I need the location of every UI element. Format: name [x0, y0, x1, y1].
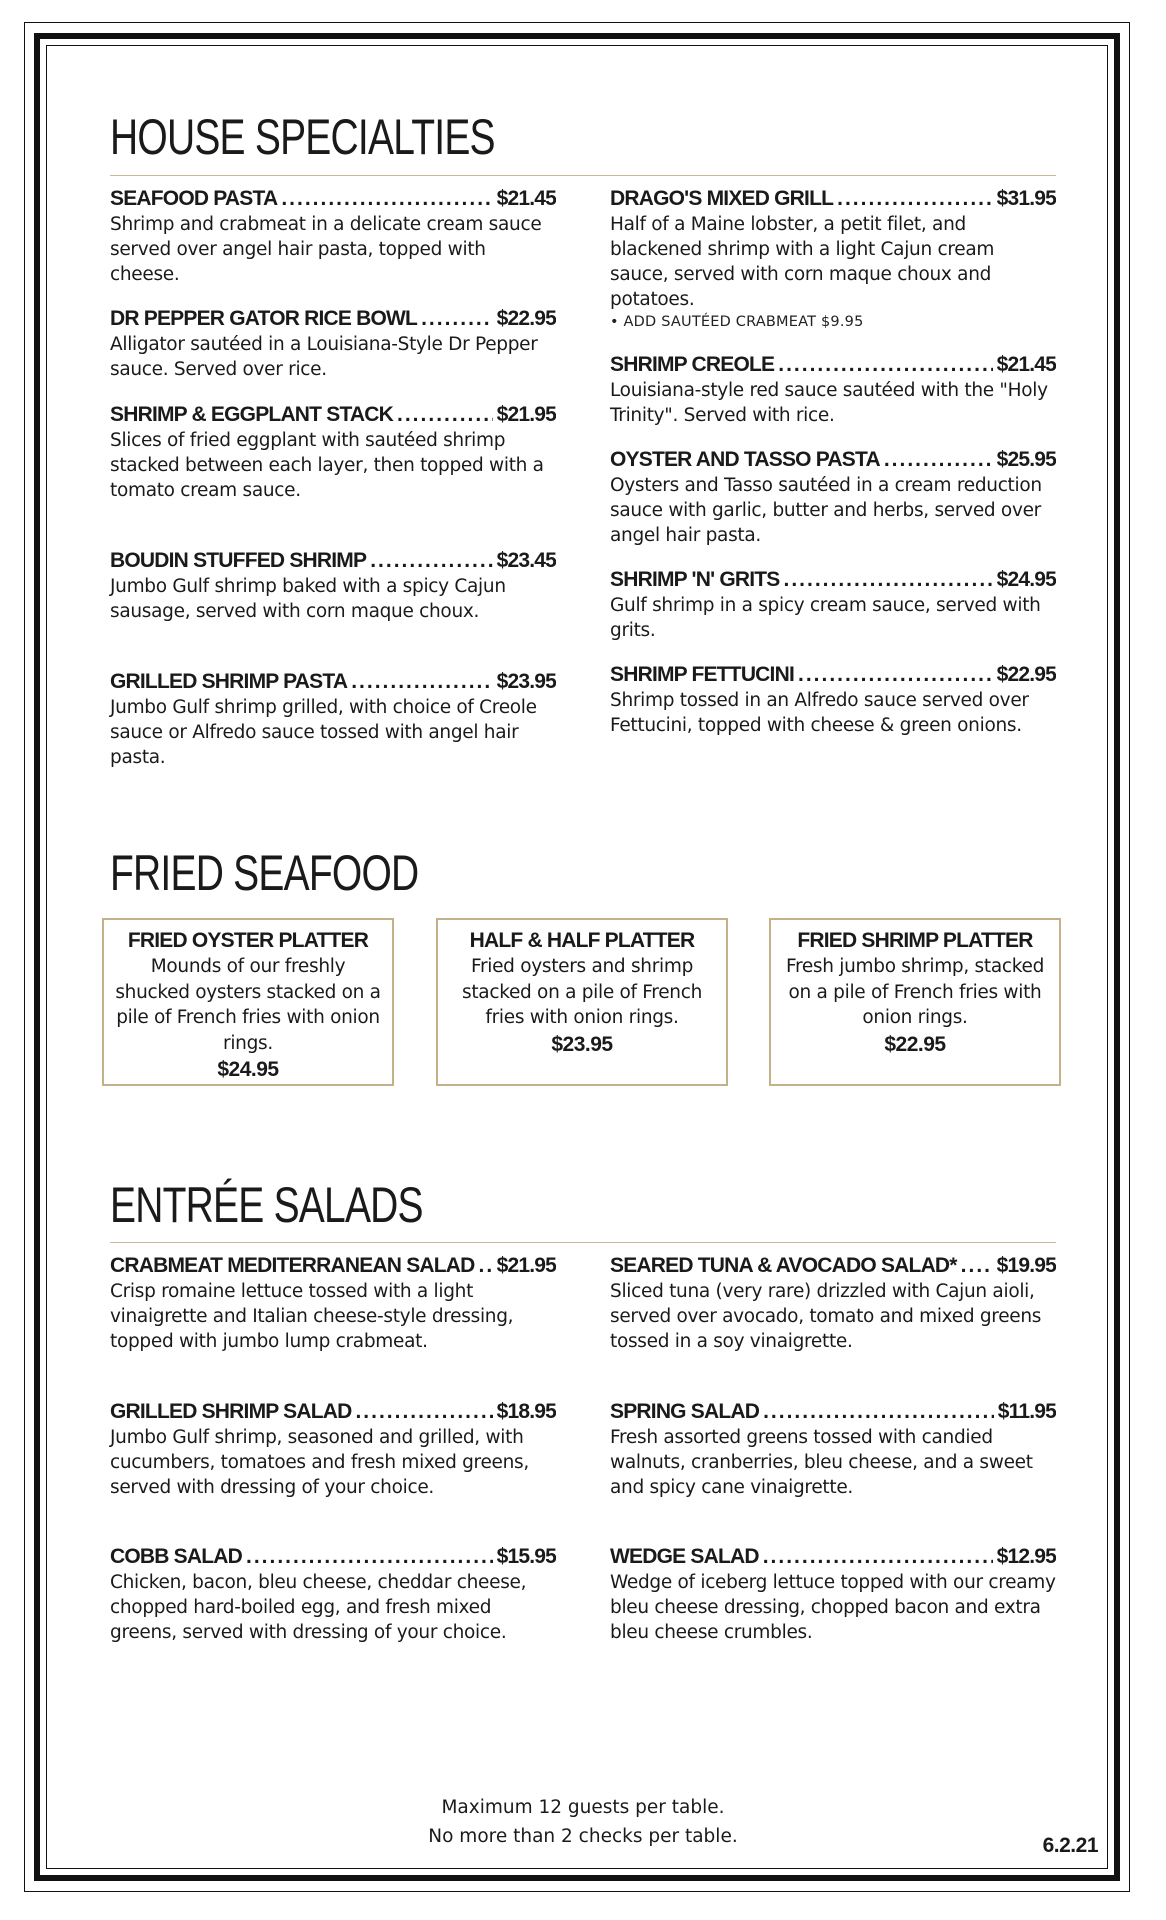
platter-price: $24.95	[217, 1058, 279, 1081]
platter-card	[436, 918, 728, 1086]
platter-name: FRIED OYSTER PLATTER	[127, 929, 369, 952]
menu-item	[610, 352, 1056, 428]
item-description: Half of a Maine lobster, a petit filet, and blackened shrimp with a light Cajun cream sauce, served with corn maque choux and potatoes.	[610, 214, 995, 310]
item-description: Slices of fried eggplant with sautéed shrimp stacked between each layer, then topped with a tomato cream sauce.	[110, 430, 544, 501]
menu-item	[110, 402, 556, 503]
leader-dots	[281, 186, 492, 212]
menu-item	[110, 669, 556, 770]
footer-line-checks: No more than 2 checks per table.	[428, 1826, 738, 1847]
item-description: Wedge of iceberg lettuce topped with our creamy bleu cheese dressing, chopped bacon and extra bleu cheese crumbles.	[610, 1572, 1056, 1643]
item-price: $23.45	[496, 549, 556, 572]
item-price: $23.95	[496, 670, 556, 693]
platter-description: Mounds of our freshly shucked oysters stacked on a pile of French fries with onion rings.	[115, 956, 381, 1054]
platter-name: FRIED SHRIMP PLATTER	[797, 929, 1033, 952]
house-specialties-rule	[110, 175, 1056, 176]
item-name: DRAGO'S MIXED GRILL	[610, 187, 834, 210]
menu-item	[110, 1399, 556, 1500]
item-price: $11.95	[997, 1400, 1056, 1423]
item-price: $15.95	[496, 1545, 556, 1568]
item-name: GRILLED SHRIMP PASTA	[110, 670, 348, 693]
item-price: $18.95	[496, 1400, 556, 1423]
menu-item	[110, 548, 556, 624]
item-description: Fresh assorted greens tossed with candied walnuts, cranberries, bleu cheese, and a sweet and spicy cane vinaigrette.	[610, 1427, 1033, 1498]
item-description: Louisiana-style red sauce sautéed with the "Holy Trinity". Served with rice.	[610, 380, 1048, 426]
platter-price: $23.95	[551, 1032, 613, 1056]
item-addon: • ADD SAUTÉED CRABMEAT $9.95	[610, 314, 864, 330]
item-description: Oysters and Tasso sautéed in a cream reduction sauce with garlic, butter and herbs, served over angel hair pasta.	[610, 475, 1042, 546]
leader-dots	[370, 548, 492, 574]
item-name: SHRIMP FETTUCINI	[610, 663, 794, 686]
menu-item	[110, 306, 556, 382]
platter-name: HALF & HALF PLATTER	[469, 929, 695, 952]
menu-item	[610, 567, 1056, 643]
leader-dots	[246, 1544, 493, 1570]
platter-description: Fried oysters and shrimp stacked on a pile of French fries with onion rings.	[462, 956, 702, 1028]
menu-item	[110, 1544, 556, 1645]
menu-item	[110, 186, 556, 287]
item-name: DR PEPPER GATOR RICE BOWL	[110, 307, 418, 330]
item-name: SHRIMP 'N' GRITS	[610, 568, 780, 591]
item-name: SHRIMP & EGGPLANT STACK	[110, 403, 394, 426]
item-name: SPRING SALAD	[610, 1400, 760, 1423]
item-description: Gulf shrimp in a spicy cream sauce, served with grits.	[610, 595, 1041, 641]
menu-date: 6.2.21	[1042, 1834, 1098, 1857]
item-price: $21.45	[996, 353, 1056, 376]
item-price: $21.95	[496, 403, 556, 426]
leader-dots	[421, 306, 492, 332]
item-description: Alligator sautéed in a Louisiana-Style Dr Pepper sauce. Served over rice.	[110, 334, 538, 380]
item-name: SEARED TUNA & AVOCADO SALAD*	[610, 1254, 957, 1277]
menu-item	[610, 1544, 1056, 1645]
item-name: OYSTER AND TASSO PASTA	[610, 448, 880, 471]
item-name: SEAFOOD PASTA	[110, 187, 278, 210]
leader-dots	[355, 1399, 492, 1425]
leader-dots	[479, 1253, 493, 1279]
leader-dots	[884, 447, 993, 473]
leader-dots	[783, 567, 992, 593]
leader-dots	[798, 662, 993, 688]
item-price: $21.45	[496, 187, 556, 210]
item-description: Jumbo Gulf shrimp baked with a spicy Cajun sausage, served with corn maque choux.	[110, 576, 506, 622]
item-name: CRABMEAT MEDITERRANEAN SALAD	[110, 1254, 475, 1277]
menu-item	[610, 1253, 1056, 1354]
menu-item	[610, 1399, 1056, 1500]
item-name: SHRIMP CREOLE	[610, 353, 775, 376]
leader-dots	[763, 1399, 994, 1425]
house-specialties-title: HOUSE SPECIALTIES	[110, 109, 495, 165]
fried-seafood-title: FRIED SEAFOOD	[110, 845, 419, 901]
item-name: BOUDIN STUFFED SHRIMP	[110, 549, 367, 572]
platter-description: Fresh jumbo shrimp, stacked on a pile of French fries with onion rings.	[785, 956, 1045, 1028]
item-name: WEDGE SALAD	[610, 1545, 759, 1568]
platter-card	[102, 918, 394, 1086]
entree-salads-rule	[110, 1242, 1056, 1243]
item-description: Chicken, bacon, bleu cheese, cheddar cheese, chopped hard-boiled egg, and fresh mixed greens, served with dressing of your choice.	[110, 1572, 527, 1643]
item-price: $24.95	[996, 568, 1056, 591]
item-description: Shrimp tossed in an Alfredo sauce served over Fettucini, topped with cheese & green onions.	[610, 690, 1029, 736]
footer-notice	[0, 1793, 1166, 1851]
item-description: Jumbo Gulf shrimp, seasoned and grilled, with cucumbers, tomatoes and fresh mixed greens, served with dressing of your choice.	[110, 1427, 529, 1498]
item-price: $21.95	[496, 1254, 556, 1277]
item-price: $22.95	[996, 663, 1056, 686]
entree-salads-title: ENTRÉE SALADS	[110, 1177, 423, 1233]
leader-dots	[961, 1253, 993, 1279]
item-description: Sliced tuna (very rare) drizzled with Cajun aioli, served over avocado, tomato and mixed greens tossed in a soy vinaigrette.	[610, 1281, 1042, 1352]
menu-item	[110, 1253, 556, 1354]
platter-card	[769, 918, 1061, 1086]
platter-price: $22.95	[884, 1032, 946, 1056]
item-price: $19.95	[996, 1254, 1056, 1277]
item-description: Shrimp and crabmeat in a delicate cream sauce served over angel hair pasta, topped with cheese.	[110, 214, 542, 285]
leader-dots	[837, 186, 992, 212]
item-name: COBB SALAD	[110, 1545, 242, 1568]
item-price: $12.95	[996, 1545, 1056, 1568]
item-price: $22.95	[496, 307, 556, 330]
item-description: Jumbo Gulf shrimp grilled, with choice of Creole sauce or Alfredo sauce tossed with angel hair pasta.	[110, 697, 537, 768]
item-price: $25.95	[996, 448, 1056, 471]
footer-line-guests: Maximum 12 guests per table.	[441, 1797, 725, 1818]
menu-item	[610, 186, 1056, 332]
leader-dots	[763, 1544, 993, 1570]
leader-dots	[351, 669, 492, 695]
leader-dots	[397, 402, 493, 428]
leader-dots	[778, 352, 992, 378]
menu-item	[610, 662, 1056, 738]
menu-item	[610, 447, 1056, 548]
item-description: Crisp romaine lettuce tossed with a light vinaigrette and Italian cheese-style dressing, topped with jumbo lump crabmeat.	[110, 1281, 514, 1352]
item-price: $31.95	[996, 187, 1056, 210]
item-name: GRILLED SHRIMP SALAD	[110, 1400, 352, 1423]
